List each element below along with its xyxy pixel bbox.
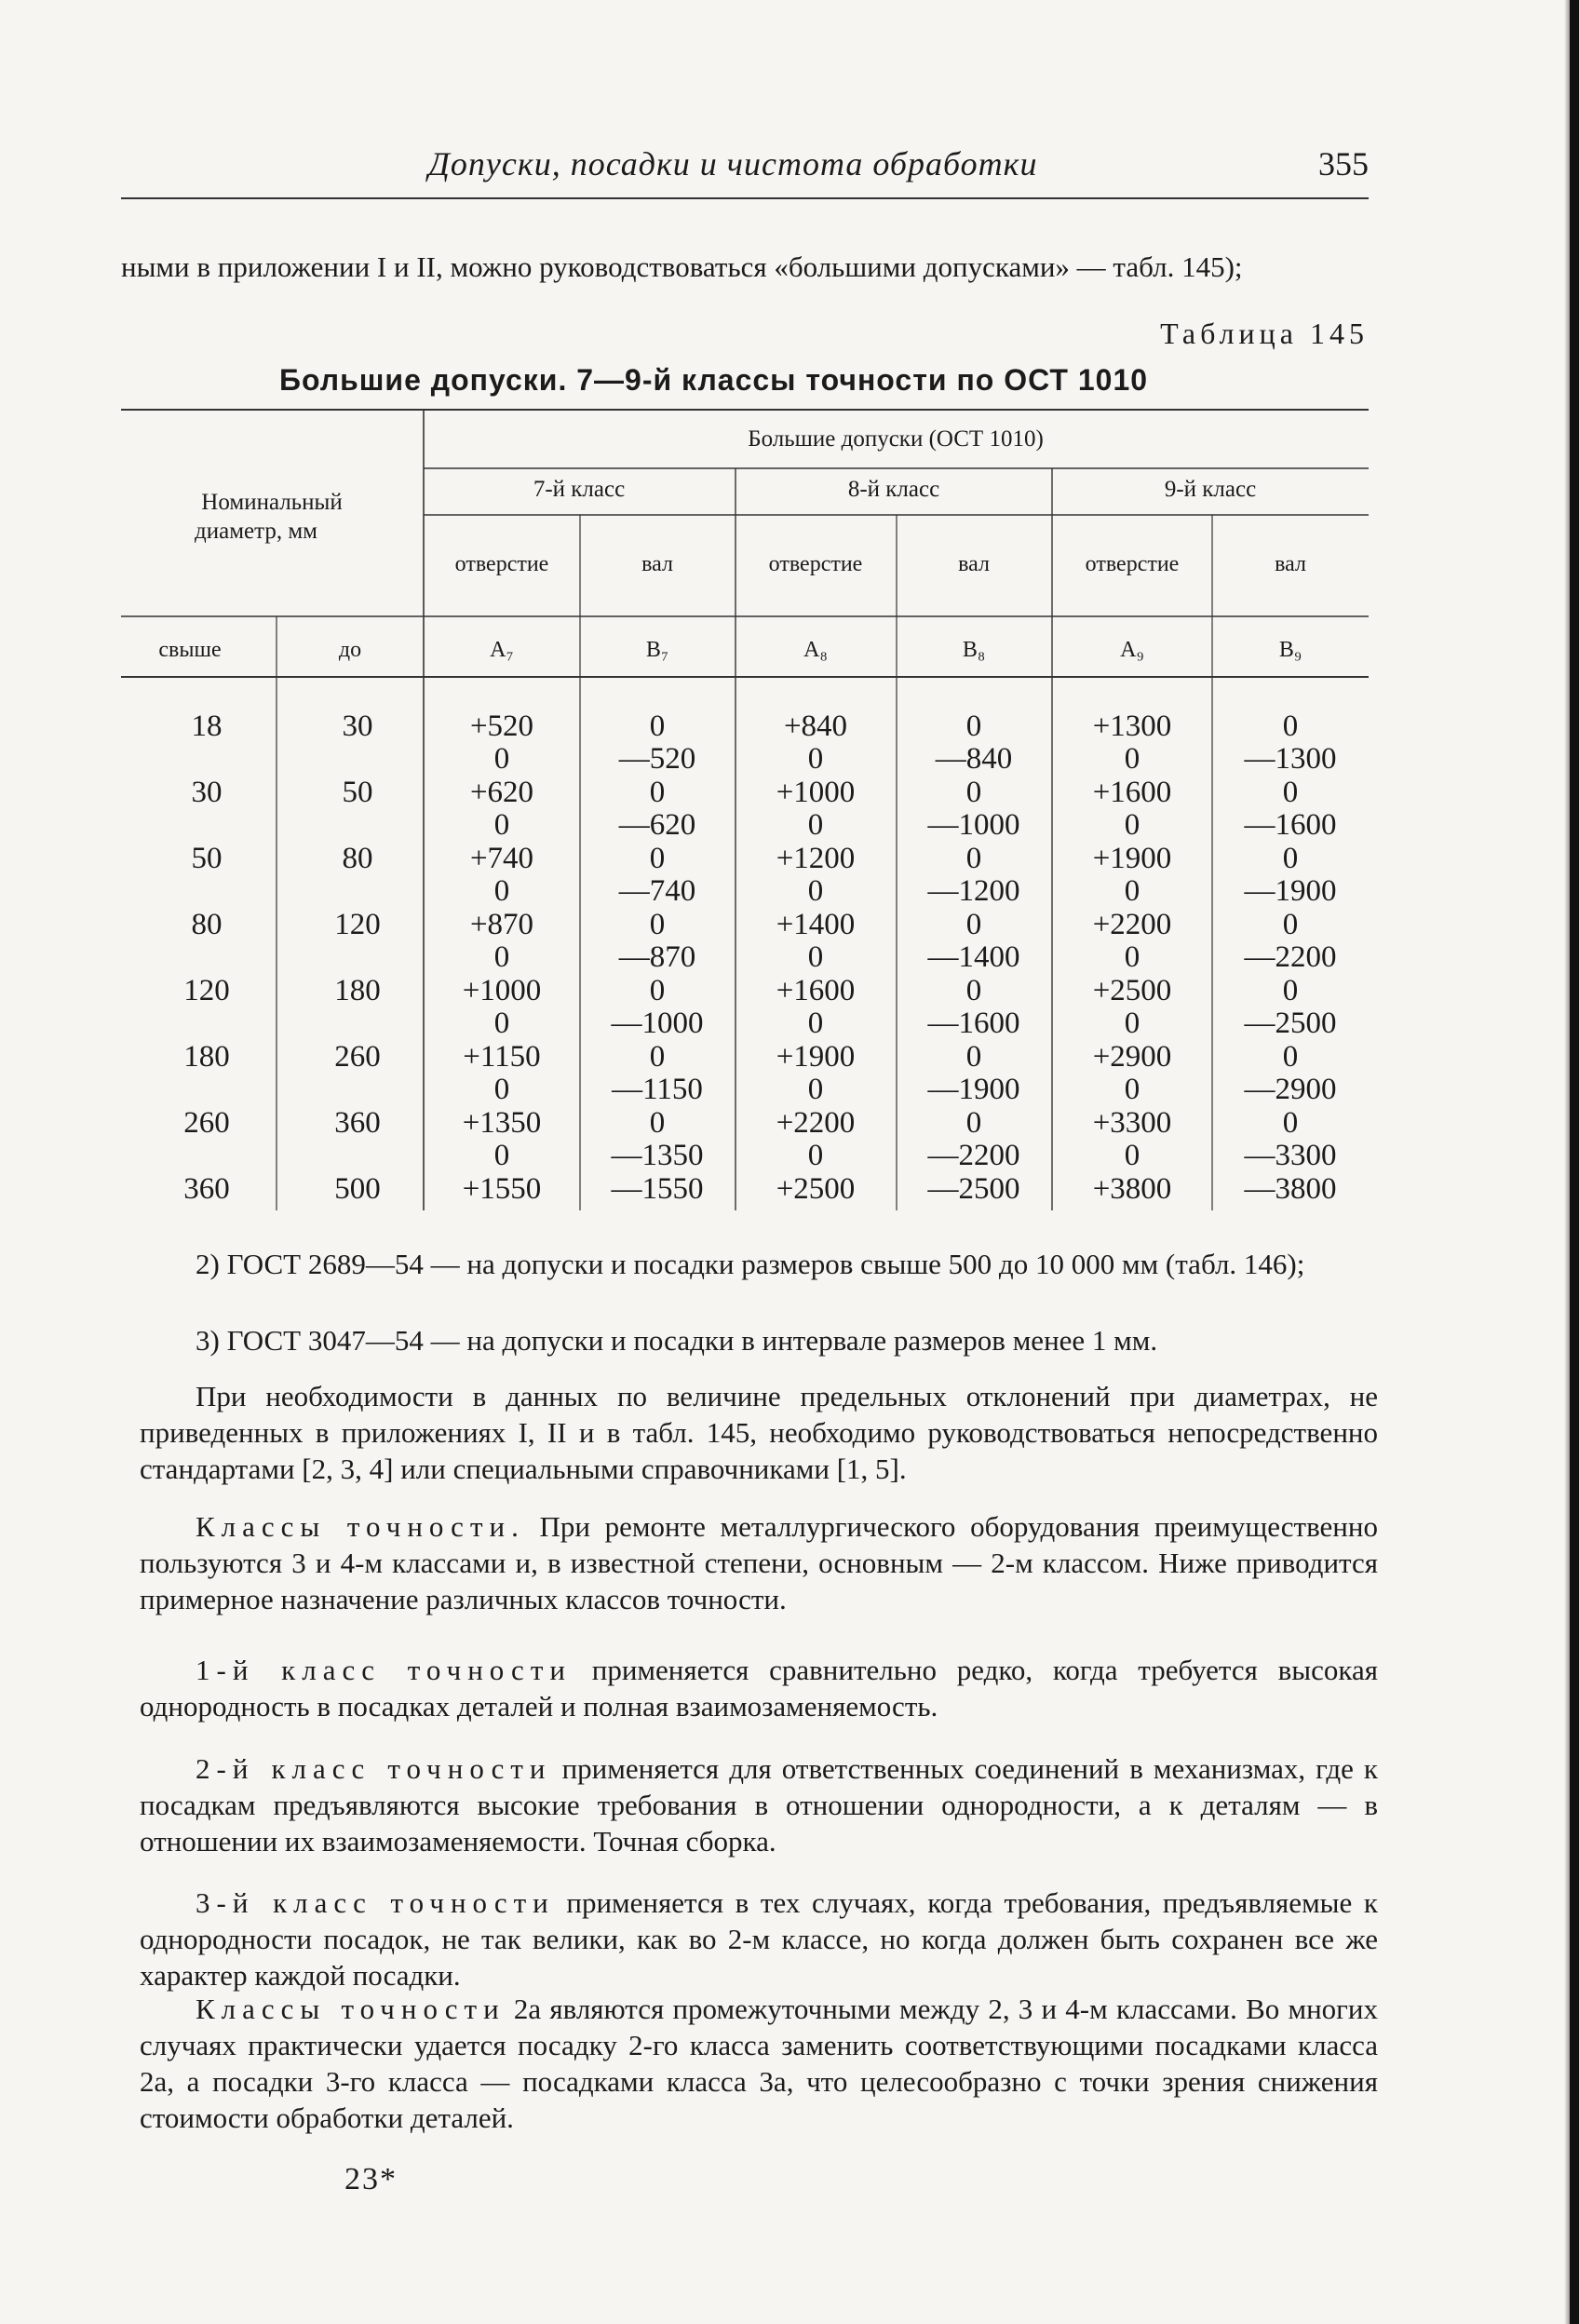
paragraph-text: 2а являются промежуточными между 2, 3 и 4-м классами. Во многих случаях практически удается посадку 2-го класса заменить соответствующими посадками класса 2а, а посадки 3-го класса — посадками класса 3а, что целесообразно с точки зрения снижения стоимости обработки деталей. — [140, 1993, 1378, 2134]
cell-from: 80 — [191, 908, 223, 941]
symbol-b7: B₇ — [645, 638, 669, 662]
cell-lower-deviation: 0 — [1124, 808, 1140, 842]
cell-lower-deviation: 0 — [807, 808, 824, 842]
cell-lower-deviation: 0 — [1124, 1007, 1140, 1040]
cell-upper-deviation: +1300 — [1092, 709, 1172, 743]
cell-upper-deviation: +1200 — [776, 842, 856, 875]
cell-lower-deviation: 0 — [807, 874, 824, 908]
header-class-7: 7-й класс — [533, 477, 626, 502]
symbol-b9: B₉ — [1278, 638, 1302, 662]
cell-lower-deviation: 0 — [1124, 1073, 1140, 1106]
cell-from: 180 — [183, 1040, 230, 1074]
cell-lower-deviation: 0 — [807, 1139, 824, 1172]
cell-lower-deviation: —1150 — [612, 1073, 703, 1106]
paragraph-lead: 3-й класс точности — [196, 1886, 555, 1919]
page-number: 355 — [1318, 145, 1369, 182]
cell-to: 500 — [334, 1172, 381, 1206]
cell-from: 360 — [183, 1172, 230, 1206]
cell-upper-deviation: +520 — [469, 709, 534, 743]
cell-upper-deviation: +3800 — [1092, 1172, 1172, 1206]
cell-upper-deviation: 0 — [965, 908, 982, 941]
cell-upper-deviation: 0 — [965, 842, 982, 875]
cell-upper-deviation: +3300 — [1092, 1106, 1172, 1140]
cell-lower-deviation: 0 — [1124, 940, 1140, 974]
subheader-from: свыше — [158, 638, 222, 662]
cell-lower-deviation: —2900 — [1244, 1073, 1337, 1106]
cell-lower-deviation: —1900 — [1244, 874, 1337, 908]
cell-upper-deviation: +2200 — [1092, 908, 1172, 941]
cell-upper-deviation: 0 — [965, 974, 982, 1007]
cell-lower-deviation: 0 — [493, 1007, 510, 1040]
running-title: Допуски, посадки и чистота обработки — [428, 145, 1038, 182]
cell-upper-deviation: 0 — [1282, 908, 1299, 941]
symbol-a9: A₉ — [1120, 638, 1144, 662]
paragraph-text: применяется в тех случаях, когда требования, предъявляемые к однородности посадок, не так велики, как во 2-м классе, но когда должен быть сохранен все же характер каждой посадки. — [140, 1886, 1378, 1992]
cell-lower-deviation: 0 — [807, 742, 824, 776]
subheader-hole-8: отверстие — [768, 552, 863, 576]
paragraph-class-2 — [140, 1750, 1378, 1859]
cell-upper-deviation: —1550 — [611, 1172, 704, 1206]
header-nominal-line-2: диаметр, мм — [195, 519, 317, 544]
paragraph-class-2a — [140, 1991, 1378, 2136]
cell-lower-deviation: —3300 — [1244, 1139, 1337, 1172]
header-class-9: 9-й класс — [1164, 477, 1257, 502]
paragraph-accuracy-classes — [140, 1508, 1378, 1617]
cell-upper-deviation: +620 — [469, 776, 534, 809]
paragraph-text: 2) ГОСТ 2689—54 — на допуски и посадки размеров свыше 500 до 10 000 мм (табл. 146); — [196, 1248, 1305, 1280]
cell-lower-deviation: —1200 — [927, 874, 1020, 908]
paragraph-gost-2689 — [140, 1246, 1378, 1282]
cell-upper-deviation: +2200 — [776, 1106, 856, 1140]
cell-lower-deviation: 0 — [807, 1073, 824, 1106]
paragraph-lead: Классы точности — [196, 1993, 506, 2025]
cell-upper-deviation: 0 — [649, 1040, 666, 1074]
cell-upper-deviation: +1600 — [776, 974, 856, 1007]
cell-lower-deviation: —2500 — [1244, 1007, 1337, 1040]
table-caption: Большие допуски. 7—9-й классы точности по ОСТ 1010 — [279, 363, 1149, 397]
cell-upper-deviation: +2500 — [776, 1172, 856, 1206]
cell-to: 360 — [334, 1106, 381, 1140]
cell-upper-deviation: —3800 — [1244, 1172, 1337, 1206]
cell-upper-deviation: 0 — [649, 974, 666, 1007]
cell-lower-deviation: 0 — [493, 1139, 510, 1172]
cell-to: 30 — [342, 709, 373, 743]
header-group: Большие допуски (ОСТ 1010) — [748, 426, 1044, 452]
cell-lower-deviation: —740 — [618, 874, 696, 908]
signature-mark: 23* — [344, 2162, 398, 2196]
paragraph-class-1 — [140, 1652, 1378, 1724]
cell-upper-deviation: +1900 — [1092, 842, 1172, 875]
subheader-hole-9: отверстие — [1085, 552, 1180, 576]
cell-from: 120 — [183, 974, 230, 1007]
cell-lower-deviation: —1400 — [927, 940, 1020, 974]
symbol-b8: B₈ — [962, 638, 986, 662]
cell-upper-deviation: 0 — [965, 1106, 982, 1140]
cell-upper-deviation: 0 — [1282, 1040, 1299, 1074]
cell-lower-deviation: —870 — [618, 940, 696, 974]
cell-lower-deviation: 0 — [807, 940, 824, 974]
cell-upper-deviation: +1400 — [776, 908, 856, 941]
paragraph-text: При ремонте металлургического оборудования преимущественно пользуются 3 и 4-м классами и, в известной степени, основным — 2-м классом. Ниже приводится примерное назначение различных классов точности. — [140, 1510, 1378, 1615]
cell-lower-deviation: —1600 — [1244, 808, 1337, 842]
cell-upper-deviation: +840 — [783, 709, 848, 743]
cell-upper-deviation: +1150 — [463, 1040, 541, 1074]
paragraph-text: 3) ГОСТ 3047—54 — на допуски и посадки в интервале размеров менее 1 мм. — [196, 1324, 1158, 1357]
cell-upper-deviation: +1550 — [462, 1172, 542, 1206]
header-nominal-line-1: Номинальный — [201, 490, 343, 515]
cell-to: 260 — [334, 1040, 381, 1074]
cell-lower-deviation: —620 — [618, 808, 696, 842]
cell-upper-deviation: +1600 — [1092, 776, 1172, 809]
table-label: Таблица 145 — [1160, 317, 1369, 350]
cell-lower-deviation: —2200 — [927, 1139, 1020, 1172]
paragraph-standards — [140, 1378, 1378, 1487]
cell-upper-deviation: 0 — [649, 709, 666, 743]
cell-upper-deviation: +1000 — [462, 974, 542, 1007]
cell-upper-deviation: 0 — [965, 709, 982, 743]
cell-lower-deviation: 0 — [493, 808, 510, 842]
cell-upper-deviation: +1350 — [462, 1106, 542, 1140]
paragraph-gost-3047 — [140, 1322, 1378, 1358]
subheader-shaft-9: вал — [1275, 552, 1306, 576]
cell-upper-deviation: 0 — [649, 1106, 666, 1140]
intro-paragraph: ными в приложении I и II, можно руководствоваться «большими допусками» — табл. 145); — [121, 250, 1243, 283]
subheader-shaft-8: вал — [958, 552, 990, 576]
cell-from: 50 — [191, 842, 223, 875]
cell-from: 260 — [183, 1106, 230, 1140]
paragraph-text: применяется для ответственных соединений в механизмах, где к посадкам предъявляются высокие требования в отношении однородности, а к деталям — в отношении их взаимозаменяемости. Точная сборка. — [140, 1752, 1378, 1858]
subheader-shaft-7: вал — [641, 552, 673, 576]
cell-upper-deviation: 0 — [649, 908, 666, 941]
cell-lower-deviation: —1900 — [927, 1073, 1020, 1106]
cell-lower-deviation: 0 — [493, 940, 510, 974]
subheader-to: до — [338, 638, 362, 662]
cell-lower-deviation: —1000 — [611, 1007, 704, 1040]
cell-upper-deviation: 0 — [1282, 1106, 1299, 1140]
cell-upper-deviation: 0 — [649, 842, 666, 875]
cell-to: 120 — [334, 908, 381, 941]
paragraph-lead: Классы точности. — [196, 1510, 525, 1543]
cell-lower-deviation: 0 — [493, 742, 510, 776]
paragraph-lead: 1-й класс точности — [196, 1654, 572, 1686]
cell-lower-deviation: 0 — [1124, 742, 1140, 776]
cell-lower-deviation: —2200 — [1244, 940, 1337, 974]
cell-lower-deviation: —1600 — [927, 1007, 1020, 1040]
cell-upper-deviation: 0 — [1282, 709, 1299, 743]
cell-lower-deviation: 0 — [493, 1073, 510, 1106]
cell-upper-deviation: 0 — [1282, 842, 1299, 875]
cell-upper-deviation: 0 — [649, 776, 666, 809]
paragraph-lead: 2-й класс точности — [196, 1752, 552, 1785]
cell-from: 30 — [191, 776, 223, 809]
cell-upper-deviation: +870 — [469, 908, 534, 941]
subheader-hole-7: отверстие — [454, 552, 549, 576]
cell-upper-deviation: 0 — [1282, 974, 1299, 1007]
cell-lower-deviation: 0 — [1124, 1139, 1140, 1172]
cell-to: 180 — [334, 974, 381, 1007]
cell-lower-deviation: —520 — [618, 742, 696, 776]
header-class-8: 8-й класс — [847, 477, 940, 502]
cell-lower-deviation: 0 — [807, 1007, 824, 1040]
cell-lower-deviation: 0 — [493, 874, 510, 908]
cell-lower-deviation: —840 — [935, 742, 1013, 776]
cell-lower-deviation: —1350 — [611, 1139, 704, 1172]
cell-from: 18 — [191, 709, 223, 743]
cell-upper-deviation: —2500 — [927, 1172, 1020, 1206]
symbol-a8: A₈ — [803, 638, 828, 662]
cell-upper-deviation: +2500 — [1092, 974, 1172, 1007]
cell-to: 50 — [342, 776, 373, 809]
cell-upper-deviation: 0 — [1282, 776, 1299, 809]
cell-upper-deviation: +1000 — [776, 776, 856, 809]
cell-lower-deviation: —1300 — [1244, 742, 1337, 776]
symbol-a7: A₇ — [490, 638, 514, 662]
paragraph-text: применяется сравнительно редко, когда требуется высокая однородность в посадках деталей и полная взаимозаменяемость. — [140, 1654, 1378, 1723]
table-body — [183, 709, 1336, 1206]
paragraph-text: При необходимости в данных по величине предельных отклонений при диаметрах, не приведенных в приложениях I, II и в табл. 145, необходимо руководствоваться непосредственно стандартами [2, 3, 4] или специальными справочниками [1, 5]. — [140, 1380, 1378, 1485]
cell-upper-deviation: 0 — [965, 776, 982, 809]
cell-upper-deviation: +1900 — [776, 1040, 856, 1074]
cell-lower-deviation: 0 — [1124, 874, 1140, 908]
cell-lower-deviation: —1000 — [927, 808, 1020, 842]
cell-upper-deviation: 0 — [965, 1040, 982, 1074]
cell-upper-deviation: +740 — [469, 842, 534, 875]
cell-to: 80 — [342, 842, 373, 875]
paragraph-class-3 — [140, 1885, 1378, 1993]
cell-upper-deviation: +2900 — [1092, 1040, 1172, 1074]
